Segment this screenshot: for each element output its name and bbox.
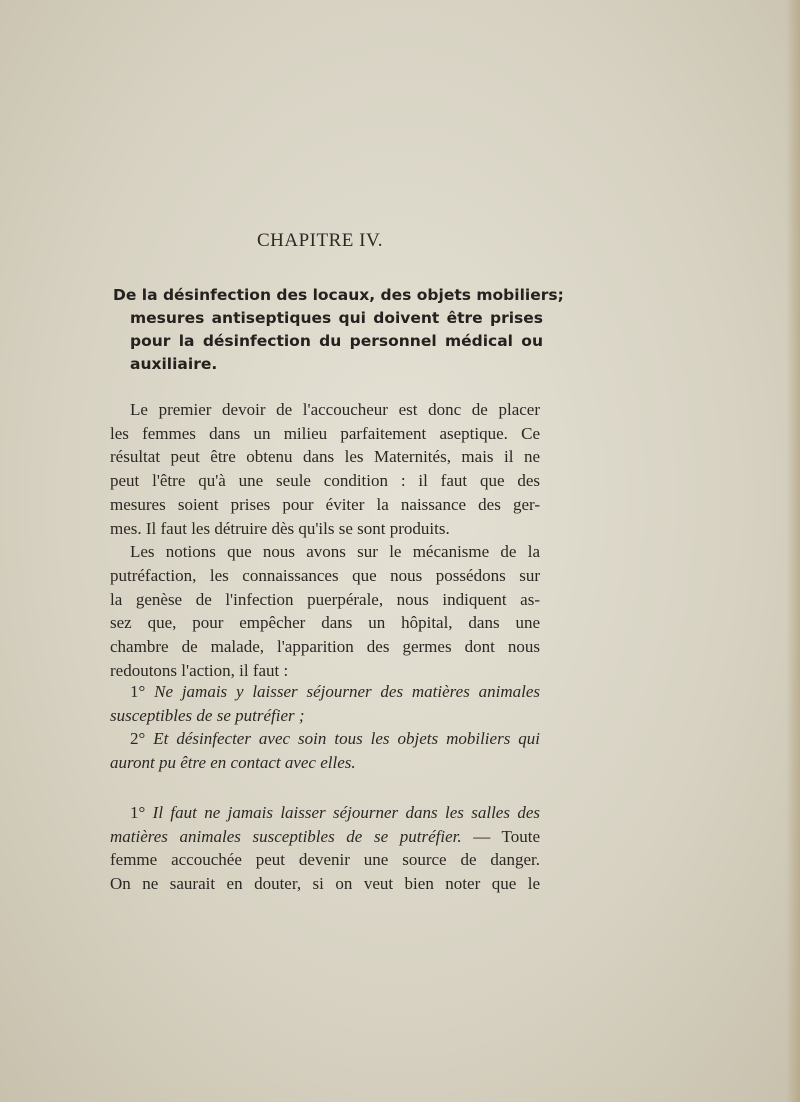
list-item-text: Et désinfecter avec soin tous les objets mobiliers qui (153, 729, 541, 749)
text-line (110, 801, 540, 825)
text-line: mesures soient prises pour éviter la naissance des ger- (110, 494, 540, 514)
chapter-heading: CHAPITRE IV. (257, 230, 383, 251)
rule-text: matières animales susceptibles de se putréfier. (110, 826, 462, 846)
text-line: la genèse de l'infection puerpérale, nous indiquent as- (110, 589, 540, 609)
list-item-text: Ne jamais y laisser séjourner des matières animales (154, 682, 540, 701)
list-item-line: susceptibles de se putréfier ; (110, 705, 305, 725)
text-line: mes. Il faut les détruire dès qu'ils se sont produits. (110, 518, 450, 538)
section-title-line: mesures antiseptiques qui doivent être prises (130, 309, 543, 327)
list-item-number: 2° (130, 729, 146, 749)
list-item-line: auront pu être en contact avec elles. (110, 753, 356, 773)
text-line: Le premier devoir de l'accoucheur est donc de placer (130, 400, 540, 419)
text-line: putréfaction, les connaissances que nous possédons sur (110, 565, 540, 585)
section-title-line: auxiliaire. (130, 355, 218, 373)
text-line: résultat peut être obtenu dans les Maternités, mais il ne (110, 447, 540, 467)
section-title-line: De la désinfection des locaux, des objets mobiliers; (113, 286, 564, 304)
text-line: Les notions que nous avons sur le mécanisme de la (130, 542, 540, 562)
numbered-list (110, 680, 540, 775)
text-line: les femmes dans un milieu parfaitement aseptique. Ce (110, 423, 540, 443)
paragraph-rule-one (110, 801, 540, 896)
rule-number: 1° (130, 803, 146, 822)
section-title-line: pour la désinfection du personnel médical ou (130, 332, 543, 350)
section-title (113, 284, 564, 376)
rule-text: Il faut ne jamais laisser séjourner dans les salles des (152, 803, 540, 822)
paragraph-first (110, 398, 540, 682)
text-line (110, 825, 540, 849)
text-line: redoutons l'action, il faut : (110, 660, 289, 680)
text-line: chambre de malade, l'apparition des germes dont nous (110, 637, 540, 657)
list-item-number: 1° (130, 682, 146, 701)
list-item-line (110, 680, 540, 704)
text-line: femme accouchée peut devenir une source de danger. (110, 850, 540, 870)
page-edge-shadow (786, 0, 800, 1102)
list-item-line (110, 727, 540, 751)
text-line: peut l'être qu'à une seule condition : il faut que des (110, 471, 540, 491)
rule-continuation: — Toute (461, 826, 541, 846)
text-line: On ne saurait en douter, si on veut bien noter que le (110, 874, 540, 894)
text-line: sez que, pour empêcher dans un hôpital, dans une (110, 613, 540, 633)
